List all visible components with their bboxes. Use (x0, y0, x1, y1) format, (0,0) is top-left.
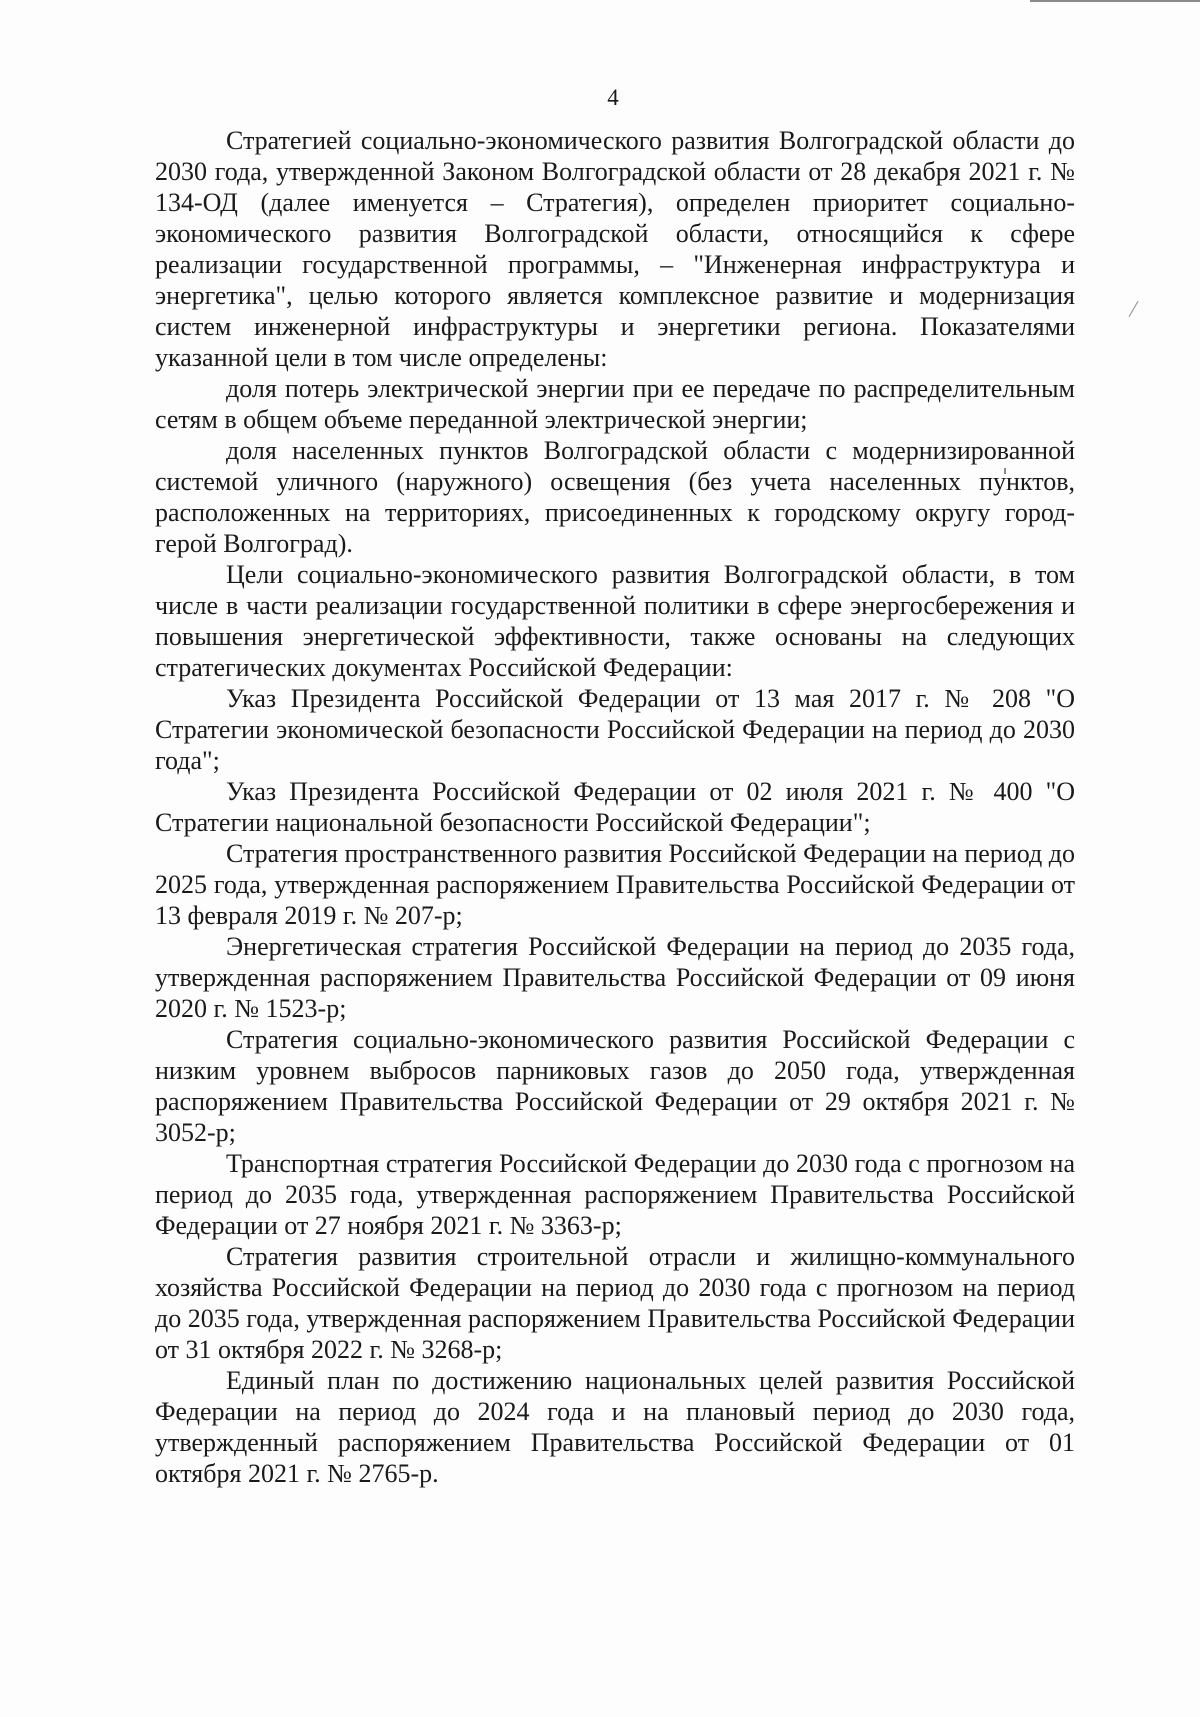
scan-artifact-stroke (1129, 301, 1139, 317)
list-item-spatial-strategy: Стратегия пространственного развития Российской Федерации на период до 2025 года, утвержденная распоряжением Правительства Российской Федерации от 13 февраля 2019 г. № 207-р; (155, 839, 1075, 930)
list-item-decree-400: Указ Президента Российской Федерации от 02 июля 2021 г. № 400 "О Стратегии национальной безопасности Российской Федерации"; (155, 777, 1075, 837)
list-item-construction-strategy: Стратегия развития строительной отрасли и жилищно-коммунального хозяйства Российской Федерации на период до 2030 года с прогнозом на период до 2035 года, утвержденная распоряжением Правительства Российской Федерации от 31 октября 2022 г. № 3268-р; (155, 1242, 1075, 1364)
paragraph-indicator-energy-losses: доля потерь электрической энергии при ее передаче по распределительным сетям в общем объеме переданной электрической энергии; (155, 374, 1075, 434)
paragraph-strategy-intro: Стратегией социально-экономического развития Волгоградской области до 2030 года, утвержденной Законом Волгоградской области от 28 декабря 2021 г. № 134-ОД (далее именуется – Стратегия), определен приоритет социально-экономического развития Волгоградской области, относящийся к сфере реализации государственной программы, – "Инженерная инфраструктура и энергетика", целью которого является комплексное развитие и модернизация систем инженерной инфраструктуры и энергетики региона. Показателями указанной цели в том числе определены: (155, 126, 1075, 372)
list-item-low-emissions-strategy: Стратегия социально-экономического развития Российской Федерации с низким уровнем выбросов парниковых газов до 2050 года, утвержденная распоряжением Правительства Российской Федерации от 29 октября 2021 г. № 3052-р; (155, 1025, 1075, 1147)
document-body (155, 125, 1075, 1489)
page-number: 4 (607, 85, 619, 110)
list-item-energy-strategy: Энергетическая стратегия Российской Федерации на период до 2035 года, утвержденная распоряжением Правительства Российской Федерации от 09 июня 2020 г. № 1523-р; (155, 932, 1075, 1023)
paragraph-indicator-street-lighting: доля населенных пунктов Волгоградской области с модернизированной системой уличного (наружного) освещения (без учета населенных пунктов, расположенных на территориях, присоединенных к городскому округу город-герой Волгоград). (155, 436, 1075, 558)
list-item-transport-strategy: Транспортная стратегия Российской Федерации до 2030 года с прогнозом на период до 2035 года, утвержденная распоряжением Правительства Российской Федерации от 27 ноября 2021 г. № 3363-р; (155, 1149, 1075, 1240)
list-item-national-goals-plan: Единый план по достижению национальных целей развития Российской Федерации на период до 2024 года и на плановый период до 2030 года, утвержденный распоряжением Правительства Российской Федерации от 01 октября 2021 г. № 2765-р. (155, 1366, 1075, 1488)
list-item-decree-208: Указ Президента Российской Федерации от 13 мая 2017 г. № 208 "О Стратегии экономической безопасности Российской Федерации на период до 2030 года"; (155, 684, 1075, 775)
scan-artifact-line (1030, 0, 1200, 2)
paragraph-goals-basis: Цели социально-экономического развития Волгоградской области, в том числе в части реализации государственной политики в сфере энергосбережения и повышения энергетической эффективности, также основаны на следующих стратегических документах Российской Федерации: (155, 560, 1075, 682)
